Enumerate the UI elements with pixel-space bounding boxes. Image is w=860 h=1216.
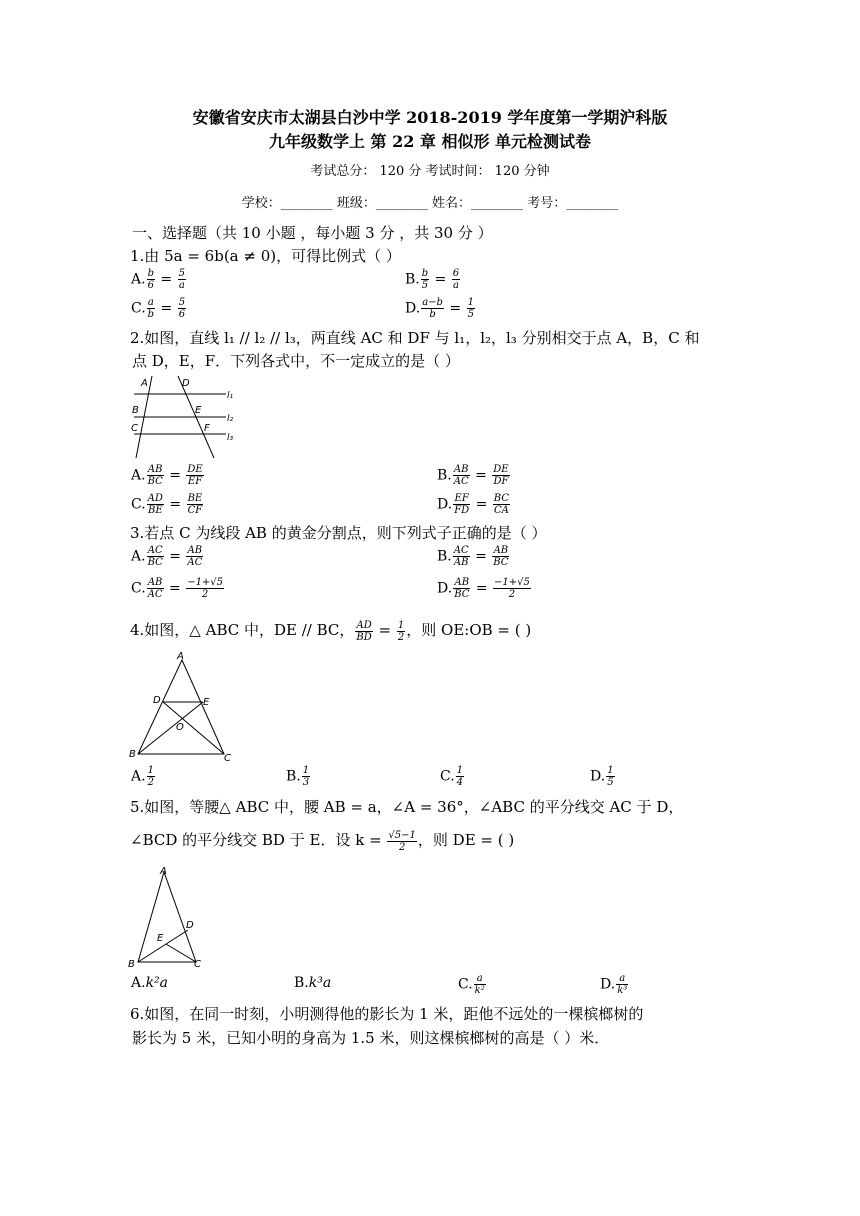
exam-info: 考试总分： 120 分 考试时间： 120 分钟 <box>310 164 550 179</box>
q2-option-c[interactable]: C. $\frac{AD}{BE}$ = $\frac{BE}{CF}$ <box>131 493 203 516</box>
q5-label-e: E <box>157 933 164 944</box>
q6-stem-line1: 6.如图，在同一时刻，小明测得他的影长为 1 米，距他不远处的一棵槟榔树的 <box>130 1005 644 1023</box>
q6-stem-line2: 影长为 5 米，已知小明的身高为 1.5 米，则这棵槟榔树的高是（ ）米． <box>132 1029 610 1047</box>
q2-option-a[interactable]: A. $\frac{AB}{BC}$ = $\frac{DE}{EF}$ <box>131 464 203 487</box>
q4-stem: 4.如图，△ ABC 中，DE // BC， $\frac{AD}{BD}$ = $\frac{1}{2}$ ，则 OE:OB = ( ) <box>130 619 532 643</box>
q2-label-d: D <box>182 378 190 389</box>
q1-option-c[interactable]: C. $\frac{a}{b}$ = $\frac{5}{6}$ <box>131 297 186 320</box>
q2-label-l3: l₃ <box>227 433 234 443</box>
q4-option-c[interactable]: C. $\frac{1}{4}$ <box>440 765 464 788</box>
q5-stem-line1: 5.如图，等腰△ ABC 中，腰 AB = a，∠A = 36°，∠ABC 的平分线交 AC 于 D， <box>130 798 684 816</box>
q2-stem-line1: 2.如图，直线 l₁ // l₂ // l₃，两直线 AC 和 DF 与 l₁，l₂，l₃ 分别相交于点 A，B，C 和 <box>130 329 700 347</box>
q3-option-d[interactable]: D. $\frac{AB}{BC}$ = $\frac{-1+√5}{2}$ <box>437 577 530 600</box>
q2-option-b[interactable]: B. $\frac{AB}{AC}$ = $\frac{DE}{DF}$ <box>437 464 509 487</box>
exam-title-line2: 九年级数学上 第 22 章 相似形 单元检测试卷 <box>268 132 592 151</box>
q1-option-b[interactable]: B. $\frac{b}{5}$ = $\frac{6}{a}$ <box>405 268 460 291</box>
student-fields: 学校：________ 班级：________ 姓名：________ 考号：________ <box>241 196 619 211</box>
q1-option-a[interactable]: A. $\frac{b}{6}$ = $\frac{5}{a}$ <box>131 268 185 291</box>
q2-option-d[interactable]: D. $\frac{EF}{FD}$ = $\frac{BC}{CA}$ <box>437 493 509 516</box>
q4-label-c: C <box>224 753 231 762</box>
q2-label-f: F <box>204 423 210 434</box>
q5-stem-line2: ∠BCD 的平分线交 BD 于 E．设 k = $\frac{√5-1}{2}$ ，则 DE = ( ) <box>130 829 515 853</box>
q3-option-c[interactable]: C. $\frac{AB}{AC}$ = $\frac{-1+√5}{2}$ <box>131 577 224 600</box>
q5-option-a[interactable]: A.k²a <box>131 975 169 991</box>
q5-option-d[interactable]: D. $\frac{a}{\text{k³}}$ <box>600 973 628 996</box>
q5-option-b[interactable]: B.k³a <box>294 975 332 991</box>
q4-label-d: D <box>153 695 161 706</box>
q2-label-l2: l₂ <box>227 414 234 424</box>
q2-label-e: E <box>195 405 202 416</box>
q4-label-e: E <box>203 697 210 708</box>
q3-stem: 3.若点 C 为线段 AB 的黄金分割点，则下列式子正确的是（ ） <box>130 524 547 542</box>
q4-option-b[interactable]: B. $\frac{1}{3}$ <box>286 765 310 788</box>
q4-figure <box>126 650 234 762</box>
q5-label-d: D <box>186 920 194 931</box>
q4-label-o: O <box>176 722 184 733</box>
q5-figure <box>126 862 210 970</box>
q4-label-b: B <box>129 749 136 760</box>
q2-label-b: B <box>132 405 139 416</box>
q2-label-l1: l₁ <box>227 391 234 401</box>
q5-label-a: A <box>160 866 167 877</box>
q4-option-a[interactable]: A. $\frac{1}{2}$ <box>131 765 154 788</box>
q3-option-a[interactable]: A. $\frac{AC}{BC}$ = $\frac{AB}{AC}$ <box>131 545 203 568</box>
q2-figure <box>128 372 240 460</box>
q5-option-c[interactable]: C. $\frac{a}{\text{k²}}$ <box>458 973 485 996</box>
q5-label-b: B <box>128 959 135 970</box>
q4-label-a: A <box>177 651 184 662</box>
q4-option-d[interactable]: D. $\frac{1}{5}$ <box>590 765 614 788</box>
exam-title-line1: 安徽省安庆市太湖县白沙中学 2018-2019 学年度第一学期沪科版 <box>192 108 668 127</box>
q2-label-a: A <box>141 378 148 389</box>
q1-option-d[interactable]: D. $\frac{a-b}{b}$ = $\frac{1}{5}$ <box>405 297 474 320</box>
section-heading: 一、选择题（共 10 小题 ，每小题 3 分 ，共 30 分 ） <box>132 224 493 242</box>
q1-stem: 1.由 5a = 6b(a ≠ 0)，可得比例式（ ） <box>130 247 401 265</box>
q2-label-c: C <box>131 423 138 434</box>
q2-stem-line2: 点 D，E，F．下列各式中，不一定成立的是（ ） <box>132 352 460 370</box>
q5-label-c: C <box>194 959 201 970</box>
q3-option-b[interactable]: B. $\frac{AC}{AB}$ = $\frac{AB}{BC}$ <box>437 545 509 568</box>
